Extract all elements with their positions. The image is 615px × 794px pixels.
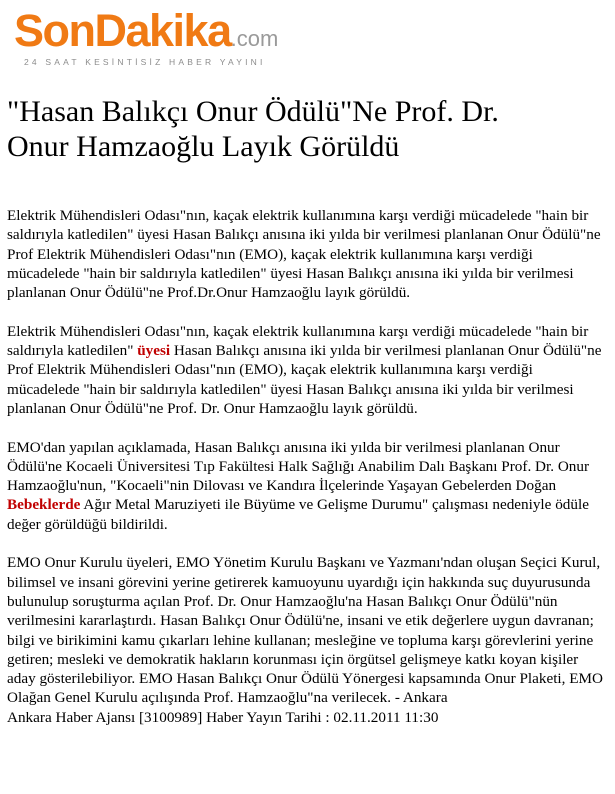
keyword-link-uyesi[interactable]: üyesi [137, 342, 171, 360]
sondakika-logo[interactable] [14, 4, 344, 74]
paragraph-2-text-a: Elektrik Mühendisleri Odası"nın, kaçak elektrik kullanımına karşı verdiği mücadelede "hain bir saldırıyla katledilen" [7, 322, 589, 360]
article-body [7, 206, 607, 727]
article-paragraph-4 [7, 553, 607, 727]
article-paragraph-3 [7, 438, 607, 534]
logo-com: .com [230, 26, 279, 51]
logo-dakika: Dakika [94, 5, 231, 56]
article-footer-source: Ankara Haber Ajansı [3100989] Haber Yayın Tarihi : 02.11.2011 11:30 [7, 708, 439, 726]
paragraph-4-text: EMO Onur Kurulu üyeleri, EMO Yönetim Kurulu Başkanı ve Yazmanı'ndan oluşan Seçici Kurul, bilimsel ve insani görevini yerine getirerek kamuoyunu uyardığı için hakkında suç duyurusunda bulunulup soruşturma açılan Prof. Dr. Onur Hamzaoğlu'na Hasan Balıkçı Onur Ödülü"nün verilmesini kararlaştırdı. Hasan Balıkçı Onur Ödülü'ne, insani ve etik değerlere uygun davranan; bilgi ve birikimini kamu çıkarları lehine kullanan; mesleğine ve topluma karşı görevlerini yerine getiren; mesleki ve demokratik hakların korunması için örgütsel gelişmeye katkı koyan kişiler aday gösterilebiliyor. EMO Hasan Balıkçı Onur Ödülü Yönergesi kapsamında Onur Plaketi, EMO Olağan Genel Kurulu açılışında Prof. Hamzaoğlu"na verilecek. - Ankara [7, 554, 603, 707]
keyword-link-bebeklerde[interactable]: Bebeklerde [7, 496, 81, 514]
article-title: "Hasan Balıkçı Onur Ödülü"Ne Prof. Dr. Onur Hamzaoğlu Layık Görüldü [7, 95, 499, 163]
article-paragraph-2 [7, 322, 607, 418]
paragraph-2-text-b: Hasan Balıkçı anısına iki yılda bir verilmesi planlanan Onur Ödülü"ne Prof Elektrik Mühendisleri Odası"nın (EMO), kaçak elektrik kullanımına karşı verdiği mücadelede "hain bir saldırıyla katledilen" üyesi Hasan Balıkçı anısına iki yılda bir verilmesi planlanan Onur Ödülü"ne Prof. Dr. Onur Hamzaoğlu layık görüldü. [7, 342, 602, 417]
logo-son: Son [14, 5, 95, 56]
article-paragraph-1: Elektrik Mühendisleri Odası"nın, kaçak elektrik kullanımına karşı verdiği mücadelede "hain bir saldırıyla katledilen" üyesi Hasan Balıkçı anısına iki yılda bir verilmesi planlanan Onur Ödülü"ne Prof Elektrik Mühendisleri Odası"nın (EMO), kaçak elektrik kullanımına karşı verdiği mücadelede "hain bir saldırıyla katledilen" üyesi Hasan Balıkçı anısına iki yılda bir verilmesi planlanan Onur Ödülü"ne Prof.Dr.Onur Hamzaoğlu layık görüldü. [7, 207, 601, 302]
paragraph-3-text-a: EMO'dan yapılan açıklamada, Hasan Balıkçı anısına iki yılda bir verilmesi planlanan Onur Ödülü'ne Kocaeli Üniversitesi Tıp Fakültesi Halk Sağlığı Anabilim Dalı Başkanı Prof. Dr. Onur Hamzaoğlu'nun, "Kocaeli"nin Dilovası ve Kandıra İlçelerinde Yaşayan Gebelerden Doğan [7, 438, 590, 495]
paragraph-3-text-b: Ağır Metal Maruziyeti ile Büyüme ve Gelişme Durumu" çalışması nedeniyle ödüle değer görüldüğü bildirildi. [7, 496, 589, 533]
logo-tagline: 24 SAAT KESİNTİSİZ HABER YAYINI [24, 57, 266, 67]
